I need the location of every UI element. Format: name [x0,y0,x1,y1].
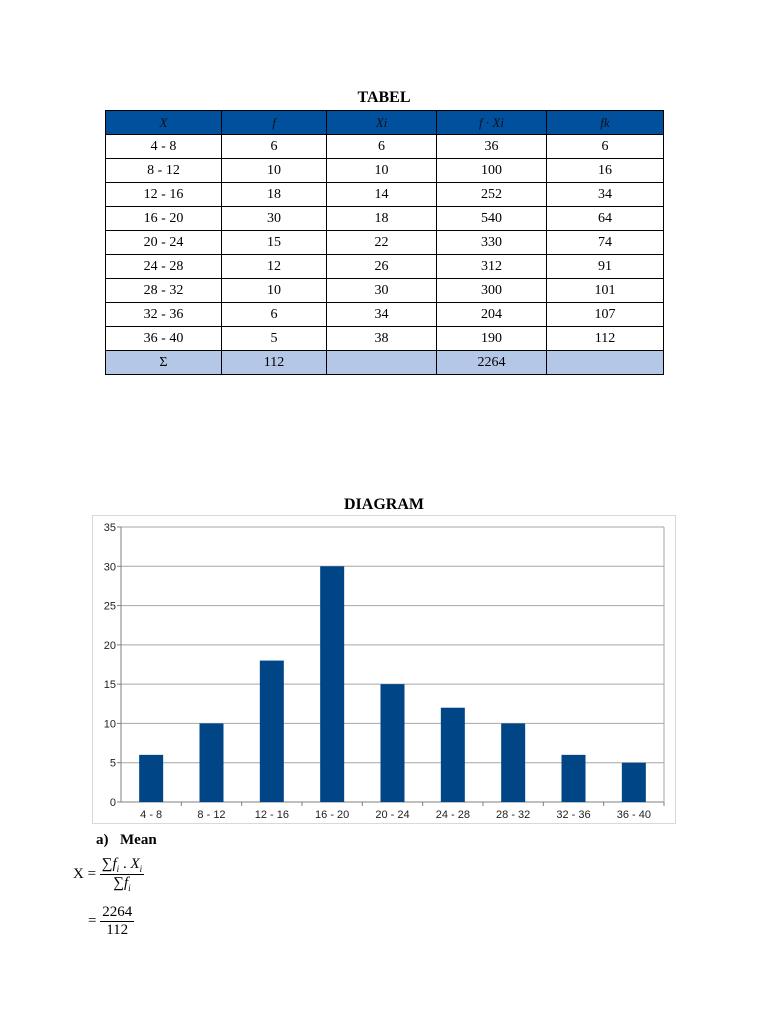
result-numerator: 2264 [102,904,133,920]
cell-interval: 28 - 32 [106,279,222,303]
mean-calculation [88,904,134,939]
cell-cumulative: 64 [547,207,664,231]
cell-product: 312 [437,255,547,279]
bar [562,755,586,802]
table-row [106,303,664,327]
table-row [106,183,664,207]
cell-frequency: 10 [222,159,327,183]
mean-heading [96,832,157,849]
x-tick-label: 8 - 12 [197,809,226,821]
cell-midpoint: 26 [327,255,437,279]
result-denominator: 112 [106,922,129,938]
cell-product: 330 [437,231,547,255]
cell-frequency: 5 [222,327,327,351]
bar [441,708,465,802]
sum-symbol: ∑ [101,856,113,872]
x-tick-label: 16 - 20 [315,809,350,821]
x-tick-label: 20 - 24 [375,809,410,821]
cell-frequency: 6 [222,303,327,327]
bar-chart-frame [92,515,676,824]
cell-midpoint: 34 [327,303,437,327]
cell-product: 190 [437,327,547,351]
x-tick-label: 32 - 36 [556,809,591,821]
y-tick-label: 15 [103,679,116,692]
header-fk: fk [547,111,664,135]
cell-midpoint: 38 [327,327,437,351]
cell-product: 252 [437,183,547,207]
cell-frequency: 18 [222,183,327,207]
table-row [106,207,664,231]
y-tick-label: 10 [103,718,116,731]
table-sum-row [106,351,664,375]
bar [381,684,405,802]
cell-product: 540 [437,207,547,231]
formula-lhs: X = [73,865,97,882]
cell-midpoint: 10 [327,159,437,183]
cell-interval: 8 - 12 [106,159,222,183]
cell-cumulative: 6 [547,135,664,159]
diagram-title: DIAGRAM [344,496,424,513]
table-title: TABEL [357,89,411,106]
bar-chart [93,516,677,825]
bar [200,723,224,802]
bar [260,661,284,802]
table-header-row [106,111,664,135]
y-tick-label: 35 [103,522,116,534]
cell-midpoint: 22 [327,231,437,255]
sum-empty-cell [547,351,664,375]
frequency-table [105,110,664,375]
y-tick-label: 0 [109,797,116,809]
y-tick-label: 30 [103,561,116,574]
cell-interval: 16 - 20 [106,207,222,231]
table-row [106,231,664,255]
cell-midpoint: 18 [327,207,437,231]
cell-interval: 20 - 24 [106,231,222,255]
cell-interval: 12 - 16 [106,183,222,207]
table-row [106,327,664,351]
sum-product: 2264 [437,351,547,375]
mean-number: a) [96,832,109,848]
cell-cumulative: 101 [547,279,664,303]
x-tick-label: 4 - 8 [140,809,163,821]
cell-product: 100 [437,159,547,183]
y-tick-label: 25 [103,600,116,613]
header-f: f [222,111,327,135]
cell-cumulative: 74 [547,231,664,255]
equals-sign: = [88,912,97,929]
cell-interval: 4 - 8 [106,135,222,159]
cell-midpoint: 30 [327,279,437,303]
cell-frequency: 10 [222,279,327,303]
formula-fraction [100,856,144,893]
bar [320,566,344,802]
formula-denominator: $\sum f_i$ [113,875,131,893]
table-row [106,135,664,159]
bar [622,763,646,802]
result-fraction [100,904,134,939]
cell-midpoint: 14 [327,183,437,207]
table-row [106,279,664,303]
x-tick-label: 28 - 32 [496,809,531,821]
cell-cumulative: 34 [547,183,664,207]
bar [139,755,163,802]
header-xi: Xi [327,111,437,135]
y-tick-label: 5 [109,757,116,770]
formula-numerator: $\sum f_i$ . $X_i$ [101,856,143,874]
x-tick-label: 24 - 28 [435,809,470,821]
sum-symbol: ∑ [113,875,124,891]
cell-interval: 36 - 40 [106,327,222,351]
y-tick-label: 20 [103,639,116,652]
cell-cumulative: 91 [547,255,664,279]
cell-product: 300 [437,279,547,303]
cell-cumulative: 16 [547,159,664,183]
header-f-xi: f · Xi [437,111,547,135]
mean-label: Mean [120,832,157,848]
table-row [106,159,664,183]
cell-interval: 24 - 28 [106,255,222,279]
cell-product: 204 [437,303,547,327]
table-row [106,255,664,279]
cell-frequency: 6 [222,135,327,159]
cell-cumulative: 112 [547,327,664,351]
mean-formula [73,856,144,893]
cell-cumulative: 107 [547,303,664,327]
cell-frequency: 15 [222,231,327,255]
x-tick-label: 36 - 40 [616,809,651,821]
cell-product: 36 [437,135,547,159]
cell-frequency: 12 [222,255,327,279]
sum-empty-cell [327,351,437,375]
header-x: X [106,111,222,135]
cell-interval: 32 - 36 [106,303,222,327]
cell-frequency: 30 [222,207,327,231]
sum-symbol: Σ [106,351,222,375]
x-tick-label: 12 - 16 [254,809,289,821]
bar [501,723,525,802]
sum-frequency: 112 [222,351,327,375]
cell-midpoint: 6 [327,135,437,159]
